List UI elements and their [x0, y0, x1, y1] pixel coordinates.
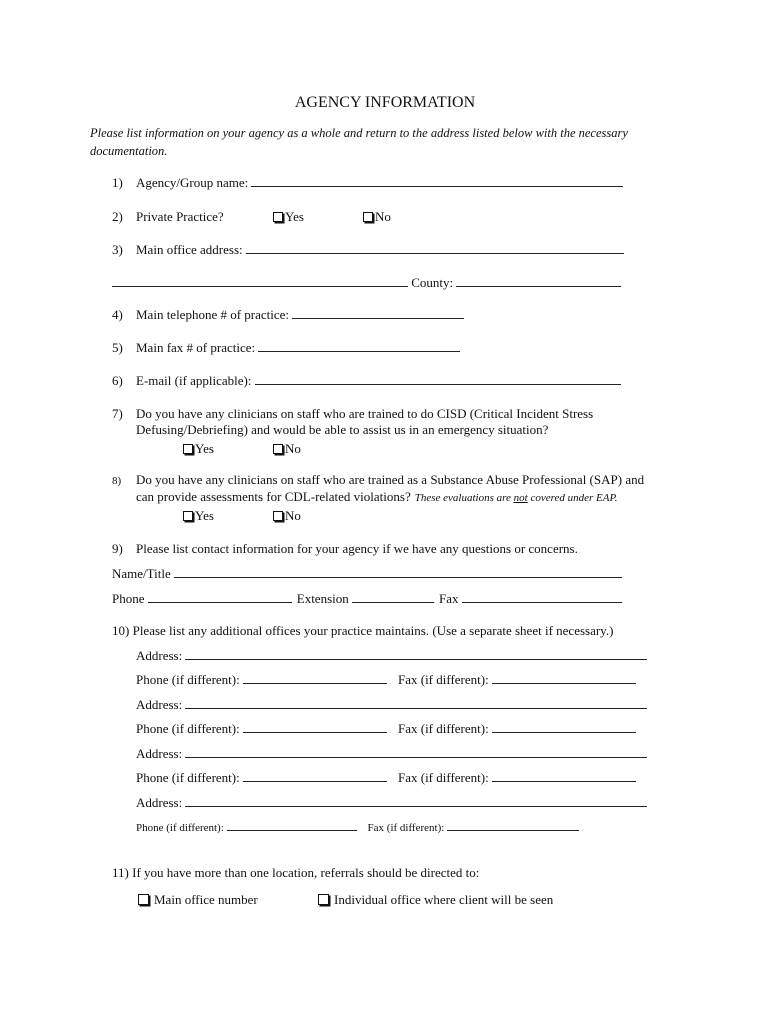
- q2-private-practice: [112, 209, 224, 225]
- q1-label: Agency/Group name:: [136, 175, 249, 190]
- phone-field[interactable]: [148, 591, 292, 603]
- checkbox-icon[interactable]: [273, 212, 283, 222]
- q7-line1: Do you have any clinicians on staff who are trained to do CISD (Critical Incident Stress: [136, 406, 594, 421]
- individual-office-label: Individual office where client will be seen: [334, 892, 554, 907]
- office-3-fax-field[interactable]: [492, 770, 636, 782]
- main-telephone-field[interactable]: [292, 307, 464, 319]
- q9-label: Please list contact information for your agency if we have any questions or concerns.: [136, 541, 578, 556]
- agency-name-field[interactable]: [251, 175, 623, 187]
- name-title-row: [112, 566, 622, 582]
- q3-address-line2: [112, 275, 621, 291]
- q7-line2: Defusing/Debriefing) and would be able to assist us in an emergency situation?: [136, 422, 549, 437]
- q2-label: Private Practice?: [136, 209, 224, 224]
- address-line2-field[interactable]: [112, 275, 408, 287]
- q6-email: [112, 373, 621, 389]
- office-1-phone-fax-row: [136, 672, 636, 688]
- office-4-address-row: [136, 795, 647, 811]
- fax-if-different-label: Fax (if different):: [397, 672, 489, 687]
- phone-label: Phone: [112, 591, 145, 606]
- main-office-number-label: Main office number: [154, 892, 258, 907]
- address-label: Address:: [136, 697, 183, 712]
- fax-if-different-label: Fax (if different):: [367, 822, 445, 834]
- office-4-fax-field[interactable]: [447, 820, 579, 831]
- main-office-address-field[interactable]: [246, 242, 624, 254]
- note-not: not: [513, 492, 528, 504]
- office-2-phone-fax-row: [136, 721, 636, 737]
- office-2-address-row: [136, 697, 647, 713]
- q8-number: 8): [112, 475, 122, 487]
- q11-label: If you have more than one location, referrals should be directed to:: [132, 865, 480, 880]
- q8-yes-label: Yes: [195, 508, 214, 523]
- office-4-phone-field[interactable]: [227, 820, 357, 831]
- checkbox-icon[interactable]: [273, 511, 283, 521]
- q8-line1: Do you have any clinicians on staff who are trained as a Substance Abuse Professional (SAP) and: [136, 472, 645, 487]
- office-4-address-field[interactable]: [185, 795, 647, 807]
- q4-number: 4): [112, 307, 123, 322]
- q1-agency-name: [112, 175, 623, 191]
- q7-yes-option[interactable]: [183, 441, 214, 457]
- office-2-fax-field[interactable]: [492, 721, 636, 733]
- q9-number: 9): [112, 541, 123, 556]
- q5-number: 5): [112, 340, 123, 355]
- q7-no-option[interactable]: [273, 441, 301, 457]
- county-label: County:: [411, 275, 454, 290]
- office-4-phone-fax-row: [136, 820, 579, 835]
- q4-main-telephone: [112, 307, 464, 323]
- office-1-fax-field[interactable]: [492, 672, 636, 684]
- office-3-phone-field[interactable]: [243, 770, 387, 782]
- extension-field[interactable]: [352, 591, 434, 603]
- q2-no-label: No: [375, 209, 391, 224]
- q1-number: 1): [112, 175, 123, 190]
- extension-label: Extension: [296, 591, 349, 606]
- email-field[interactable]: [255, 373, 621, 385]
- q7-cisd-line1: [112, 406, 593, 422]
- fax-label: Fax: [439, 591, 459, 606]
- q5-label: Main fax # of practice:: [136, 340, 256, 355]
- office-1-phone-field[interactable]: [243, 672, 387, 684]
- q2-no-option[interactable]: [363, 209, 391, 225]
- main-fax-field[interactable]: [258, 340, 460, 352]
- address-label: Address:: [136, 795, 183, 810]
- phone-if-different-label: Phone (if different):: [136, 770, 240, 785]
- q8-no-option[interactable]: [273, 508, 301, 524]
- q10-additional-offices: [112, 623, 613, 639]
- q7-number: 7): [112, 406, 123, 421]
- fax-field[interactable]: [462, 591, 622, 603]
- q6-number: 6): [112, 373, 123, 388]
- q2-number: 2): [112, 209, 123, 224]
- q9-contact-info: [112, 541, 578, 557]
- page-title: AGENCY INFORMATION: [294, 94, 476, 111]
- q2-yes-label: Yes: [285, 209, 304, 224]
- office-3-address-row: [136, 746, 647, 762]
- q5-main-fax: [112, 340, 460, 356]
- q3-number: 3): [112, 242, 123, 257]
- q11-number: 11): [112, 865, 129, 880]
- office-1-address-field[interactable]: [185, 648, 647, 660]
- q6-label: E-mail (if applicable):: [136, 373, 252, 388]
- fax-if-different-label: Fax (if different):: [397, 770, 489, 785]
- q11-option-main-office[interactable]: [138, 892, 258, 908]
- county-field[interactable]: [456, 275, 621, 287]
- checkbox-icon[interactable]: [138, 894, 149, 905]
- checkbox-icon[interactable]: [363, 212, 373, 222]
- office-3-phone-fax-row: [136, 770, 636, 786]
- phone-if-different-label: Phone (if different):: [136, 721, 240, 736]
- q8-no-label: No: [285, 508, 301, 523]
- phone-if-different-label: Phone (if different):: [136, 822, 224, 834]
- q7-no-label: No: [285, 441, 301, 456]
- checkbox-icon[interactable]: [183, 444, 193, 454]
- note-part-a: These evaluations are: [414, 492, 511, 504]
- phone-ext-fax-row: [112, 591, 622, 607]
- checkbox-icon[interactable]: [273, 444, 283, 454]
- q8-line2-row: [136, 489, 618, 506]
- q8-note: [415, 492, 618, 504]
- q2-yes-option[interactable]: [273, 209, 304, 225]
- q8-sap-line1: [112, 472, 644, 488]
- checkbox-icon[interactable]: [183, 511, 193, 521]
- name-title-label: Name/Title: [112, 566, 171, 581]
- q8-line2: can provide assessments for CDL-related violations?: [136, 489, 411, 504]
- q11-option-individual-office[interactable]: [318, 892, 553, 908]
- q3-main-office-address: [112, 242, 624, 258]
- q10-label: Please list any additional offices your practice maintains. (Use a separate sheet if necessary.): [132, 623, 614, 638]
- note-part-b: covered under EAP.: [530, 492, 618, 504]
- address-label: Address:: [136, 746, 183, 761]
- q3-label: Main office address:: [136, 242, 243, 257]
- name-title-field[interactable]: [174, 566, 622, 578]
- q11-referrals: [112, 865, 479, 881]
- checkbox-icon[interactable]: [318, 894, 329, 905]
- q8-yes-option[interactable]: [183, 508, 214, 524]
- office-2-address-field[interactable]: [185, 697, 647, 709]
- office-3-address-field[interactable]: [185, 746, 647, 758]
- address-label: Address:: [136, 648, 183, 663]
- office-2-phone-field[interactable]: [243, 721, 387, 733]
- intro-text: Please list information on your agency as a whole and return to the address listed below with the necessary documentation.: [90, 126, 628, 158]
- fax-if-different-label: Fax (if different):: [397, 721, 489, 736]
- phone-if-different-label: Phone (if different):: [136, 672, 240, 687]
- q10-number: 10): [112, 623, 130, 638]
- q7-yes-label: Yes: [195, 441, 214, 456]
- q4-label: Main telephone # of practice:: [136, 307, 290, 322]
- office-1-address-row: [136, 648, 647, 664]
